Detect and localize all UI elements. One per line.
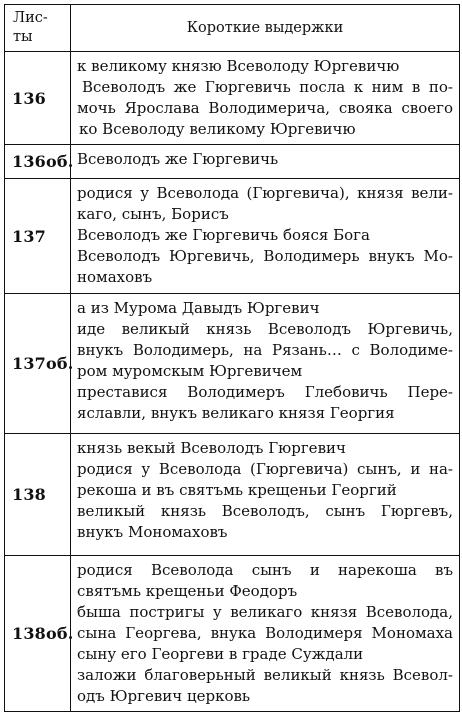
extract-line: родися Всеволода сынъ и нарекоша въ — [77, 561, 453, 579]
extract-line: сыну его Георгеви в граде Суждали — [77, 645, 364, 663]
extract-line: ром муромскым Юргевичем — [77, 362, 303, 380]
extract-cell — [71, 145, 460, 179]
extract-line: родися у Всеволода (Гюргевича) сынъ, и на- — [77, 460, 453, 478]
extract-line: каго, сынъ, Борисъ — [77, 205, 229, 223]
extract-line: Всеволодъ же Гюргевичь бояся Бога — [77, 226, 370, 244]
extracts-table — [4, 4, 460, 712]
extract-line: заложи благоверьный великый князь Всевол- — [77, 666, 453, 684]
extract-line: внукъ Володимерь, на Рязань… с Володиме- — [77, 341, 453, 359]
extract-line: иде великый князь Всеволодъ Юргевичь, — [77, 320, 453, 338]
header-sheets — [5, 5, 71, 52]
table-row — [5, 179, 460, 294]
extract-line: родися у Всеволода (Гюргевича), князя вели- — [77, 184, 453, 202]
sheet-number: 138 — [5, 434, 71, 556]
extract-line: а из Мурома Давыдъ Юргевич — [77, 299, 320, 317]
extract-cell — [71, 179, 460, 294]
table-header-row — [5, 5, 460, 52]
extract-line: рекоша и въ святъмь крещеньи Георгий — [77, 481, 397, 499]
extract-line: быша постригы у великаго князя Всеволода, — [77, 603, 453, 621]
table-row — [5, 434, 460, 556]
extract-line: ко Всеволоду великому Юргевичю — [79, 120, 356, 138]
extract-line: Всеволодъ же Гюргевичь посла к ним в по- — [82, 78, 453, 96]
extract-line: Всеволодъ Юргевичь, Володимерь внукъ Мо- — [77, 247, 453, 265]
extract-cell — [71, 294, 460, 434]
header-sheets-line-1: Лис- — [13, 10, 48, 26]
extract-cell — [71, 434, 460, 556]
table-row — [5, 52, 460, 145]
extract-line: Всеволодъ же Гюргевичь — [77, 150, 279, 168]
extract-line: великый князь Всеволодъ, сынъ Гюргевъ, — [77, 502, 453, 520]
extract-line: сына Георгева, внука Володимеря Мономаха — [77, 624, 453, 642]
extract-line: мочь Ярослава Володимерича, своякa своего — [77, 99, 453, 117]
sheet-number: 137 — [5, 179, 71, 294]
extract-line: к великому князю Всеволоду Юргевичю — [77, 57, 400, 75]
header-sheets-line-2: ты — [13, 29, 33, 45]
table-row — [5, 556, 460, 712]
table-row — [5, 294, 460, 434]
sheet-number: 136 — [5, 52, 71, 145]
extract-line: внукъ Мономаховъ — [77, 523, 228, 541]
sheet-number: 137об. — [5, 294, 71, 434]
extract-line: князь векый Всеволодъ Гюргевич — [77, 439, 346, 457]
table-row — [5, 145, 460, 179]
extract-cell — [71, 556, 460, 712]
header-extracts: Короткие выдержки — [71, 5, 460, 52]
extract-line: номаховъ — [77, 268, 153, 286]
extract-line: яславли, внукъ великаго князя Георгия — [77, 404, 395, 422]
extract-line: преставися Володимеръ Глебовичь Пере- — [77, 383, 453, 401]
extract-line: святъмь крещеньи Феодоръ — [77, 582, 298, 600]
extract-line: одъ Юргевич церковь — [77, 687, 251, 705]
sheet-number: 136об. — [5, 145, 71, 179]
extract-cell — [71, 52, 460, 145]
sheet-number: 138об. — [5, 556, 71, 712]
